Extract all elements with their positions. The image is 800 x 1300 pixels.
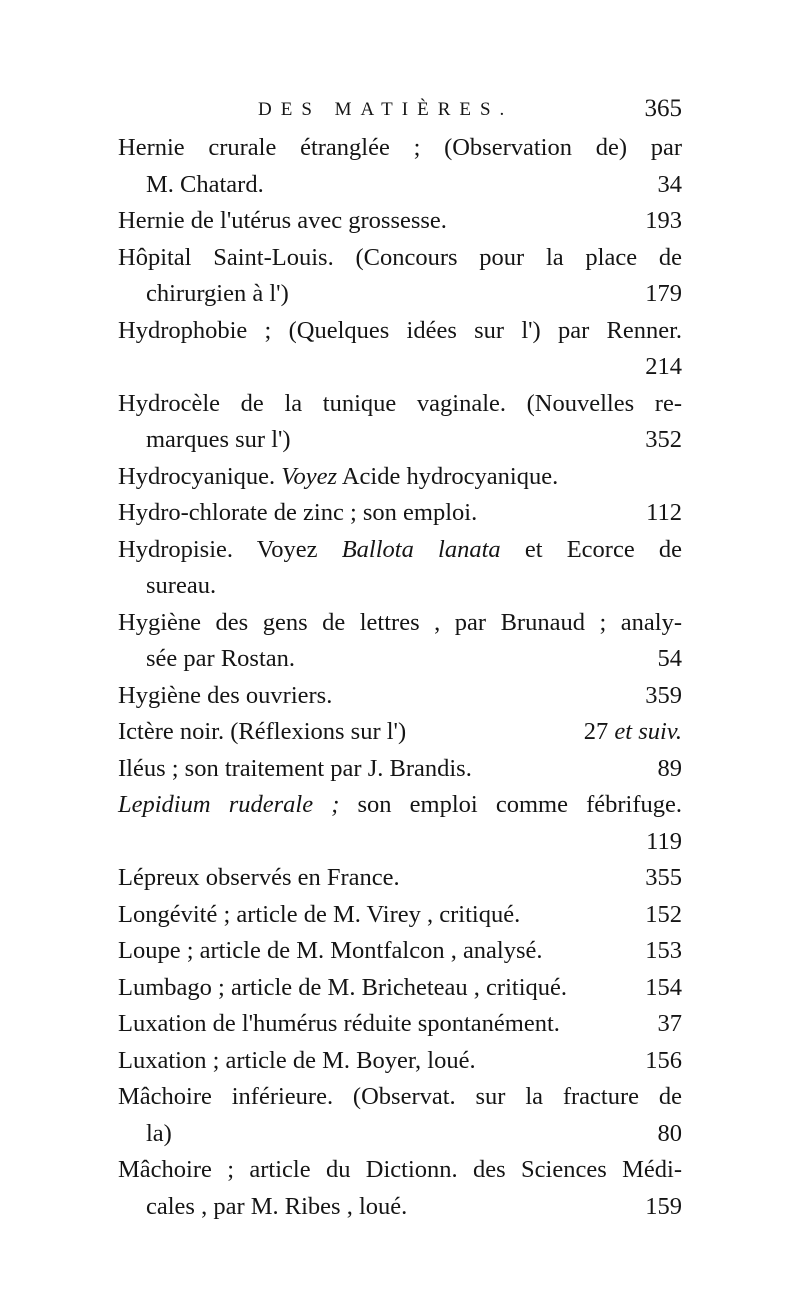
index-entry xyxy=(118,1006,682,1043)
index-entry xyxy=(118,240,682,313)
page-ref: 34 xyxy=(657,170,682,198)
entry-text: Ictère noir. (Réflexions sur l') 27 et suiv. xyxy=(118,714,682,751)
index-entry xyxy=(118,203,682,240)
entry-text: Mâchoire inférieure. (Observat. sur la fracture de xyxy=(118,1083,682,1110)
entry-text: Luxation de l'humérus réduite spontanément. 37 xyxy=(118,1006,682,1043)
index-entry xyxy=(118,897,682,934)
page-ref: 154 xyxy=(645,973,682,1001)
entry-text-continued: la) 80 xyxy=(118,1116,682,1153)
entry-text: Iléus ; son traitement par J. Brandis. 89 xyxy=(118,751,682,788)
entry-text-continued: M. Chatard. 34 xyxy=(118,167,682,204)
entry-text: Lépreux observés en France. 355 xyxy=(118,860,682,897)
index-entry xyxy=(118,678,682,715)
page-ref: 355 xyxy=(645,864,682,891)
index-entry xyxy=(118,751,682,788)
page-ref: 153 xyxy=(645,937,682,964)
entry-text: Lumbago ; article de M. Bricheteau , critiqué. 154 xyxy=(118,970,682,1007)
index-entry xyxy=(118,605,682,678)
page-ref: 112 xyxy=(646,499,682,526)
entry-text: Hygiène des ouvriers. 359 xyxy=(118,678,682,715)
entry-text-continued: chirurgien à l') 179 xyxy=(118,276,682,313)
entry-text: Hydro-chlorate de zinc ; son emploi. 112 xyxy=(118,495,682,532)
entry-text: Loupe ; article de M. Montfalcon , analysé. 153 xyxy=(118,933,682,970)
entry-text: Hernie de l'utérus avec grossesse. 193 xyxy=(118,203,682,240)
entry-text: Mâchoire ; article du Dictionn. des Sciences Médi- xyxy=(118,1156,682,1183)
page-ref: 152 xyxy=(645,900,682,928)
page-number: 365 xyxy=(644,95,682,122)
page-ref-line xyxy=(118,824,682,861)
running-head xyxy=(118,95,682,131)
page-ref: 179 xyxy=(645,280,682,307)
index-entry xyxy=(118,1152,682,1225)
page-ref: 89 xyxy=(657,754,682,782)
entry-text: Luxation ; article de M. Boyer, loué. 156 xyxy=(118,1043,682,1080)
entry-text: Hôpital Saint-Louis. (Concours pour la place de xyxy=(118,243,682,271)
entry-text: Hydropisie. Voyez Ballota lanata et Ecorce de xyxy=(118,535,683,563)
page-ref-line xyxy=(118,349,682,386)
index-list xyxy=(118,130,682,1225)
entry-text-continued: cales , par M. Ribes , loué. 159 xyxy=(118,1189,682,1226)
entry-text-continued: sée par Rostan. 54 xyxy=(118,641,682,678)
index-entry xyxy=(118,860,682,897)
page-ref: 352 xyxy=(645,426,682,453)
entry-text: Hydrocyanique. Voyez Acide hydrocyanique. xyxy=(118,462,559,490)
entry-text: Hernie crurale étranglée ; (Observation de) par xyxy=(118,134,682,161)
index-entry xyxy=(118,787,682,860)
index-entry xyxy=(118,970,682,1007)
index-entry xyxy=(118,495,682,532)
entry-text: Hydrocèle de la tunique vaginale. (Nouvelles re- xyxy=(118,389,682,417)
entry-text: Hydrophobie ; (Quelques idées sur l') par Renner. xyxy=(118,316,682,344)
page-ref: 156 xyxy=(645,1046,682,1074)
entry-text-continued: sureau. xyxy=(146,572,217,599)
entry-text: Hygiène des gens de lettres , par Brunaud ; analy- xyxy=(118,608,682,636)
index-entry xyxy=(118,386,682,459)
index-entry xyxy=(118,1079,682,1152)
page-ref: 159 xyxy=(645,1192,682,1220)
entry-text: Lepidium ruderale ; son emploi comme fébrifuge. xyxy=(118,791,682,818)
index-entry xyxy=(118,459,682,496)
index-entry xyxy=(118,933,682,970)
page-ref: 80 xyxy=(657,1119,682,1147)
page-ref: 193 xyxy=(645,207,682,234)
index-entry xyxy=(118,532,682,605)
index-entry xyxy=(118,130,682,203)
entry-text: Longévité ; article de M. Virey , critiqué. 152 xyxy=(118,897,682,934)
page-ref: 27 et suiv. xyxy=(583,718,682,745)
entry-text-continued: marques sur l') 352 xyxy=(118,422,682,459)
index-entry xyxy=(118,714,682,751)
index-entry xyxy=(118,313,682,386)
page-ref: 54 xyxy=(657,645,682,672)
index-entry xyxy=(118,1043,682,1080)
page-ref: 119 xyxy=(646,827,682,855)
page-ref: 37 xyxy=(657,1010,682,1037)
page-ref: 359 xyxy=(645,681,682,709)
running-title: DES MATIÈRES. xyxy=(258,99,514,120)
page-ref: 214 xyxy=(645,353,682,380)
